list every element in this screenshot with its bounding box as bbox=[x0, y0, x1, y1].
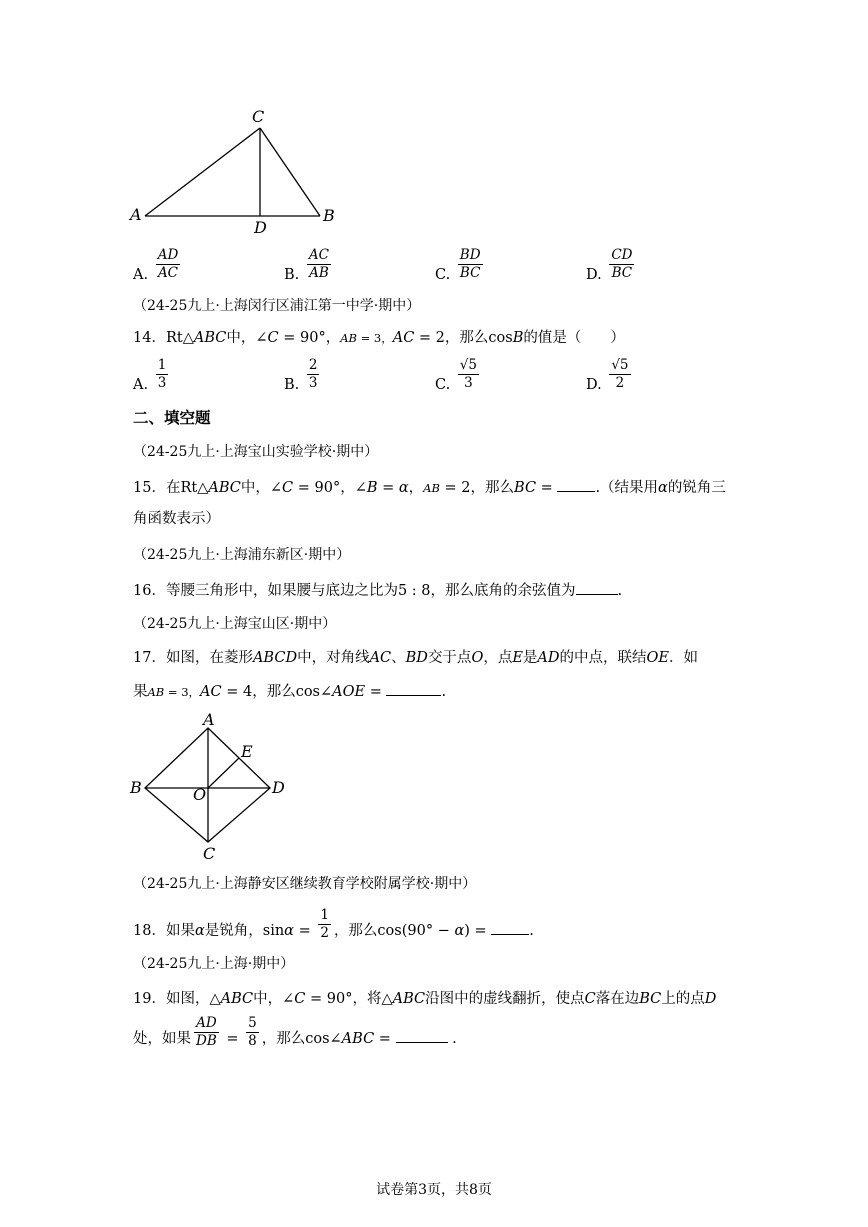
q14-option-c[interactable]: C. $\frac{√5}{3}$ bbox=[435, 357, 477, 393]
q18-answer-blank[interactable] bbox=[491, 920, 529, 935]
source-q15: （24-25九上·上海宝山实验学校·期中） bbox=[133, 444, 379, 460]
q14-option-b[interactable]: B. $\frac{2}{3}$ bbox=[284, 357, 318, 393]
q17-answer-blank[interactable] bbox=[386, 681, 441, 696]
question-18: 18．如果α是锐角，sinα = $\frac{1}{2}$ ，那么cos(90° − α) = . bbox=[133, 907, 534, 941]
label-d: D bbox=[254, 218, 267, 237]
question-14: 14．Rt△ABC中，∠C = 90°，AB = 3，AC = 2，那么cosB的值是（ ） bbox=[133, 330, 625, 346]
label-b: B bbox=[130, 778, 142, 797]
label-a: A bbox=[203, 710, 215, 729]
triangle-figure bbox=[125, 100, 355, 240]
segment-cb bbox=[260, 128, 320, 216]
question-17-line1: 17．如图，在菱形ABCD中，对角线AC、BD交于点O，点E是AD的中点，联结OE．如 bbox=[133, 650, 699, 666]
q13-option-c[interactable]: C. $\frac{BD}{BC}$ bbox=[435, 247, 481, 283]
question-19-line1: 19．如图，△ABC中，∠C = 90°，将△ABC沿图中的虚线翻折，使点C落在边BC上的点D bbox=[133, 991, 717, 1007]
label-e: E bbox=[241, 742, 253, 761]
q16-answer-blank[interactable] bbox=[576, 580, 618, 595]
q14-option-a[interactable]: A. $\frac{1}{3}$ bbox=[133, 357, 167, 393]
q19-answer-blank[interactable] bbox=[396, 1028, 448, 1043]
question-15-line2: 角函数表示） bbox=[133, 511, 220, 527]
label-d: D bbox=[272, 778, 285, 797]
q13-option-a[interactable]: A. $\frac{AD}{AC}$ bbox=[133, 247, 179, 283]
source-q17: （24-25九上·上海宝山区·期中） bbox=[133, 616, 337, 632]
q13-option-b[interactable]: B. $\frac{AC}{AB}$ bbox=[284, 247, 329, 283]
question-19-line2: 处，如果 $\frac{AD}{DB}$ = $\frac{5}{8}$ ，那么cos∠ABC = . bbox=[133, 1015, 457, 1049]
rhombus-figure bbox=[125, 710, 300, 865]
q13-option-d[interactable]: D. $\frac{CD}{BC}$ bbox=[586, 247, 633, 283]
q13-options bbox=[133, 248, 773, 288]
label-c: C bbox=[252, 107, 265, 126]
question-17-line2: 果AB = 3，AC = 4，那么cos∠AOE = . bbox=[133, 681, 446, 702]
label-b: B bbox=[323, 206, 335, 225]
page-footer: 试卷第3页，共8页 bbox=[376, 1182, 492, 1198]
question-15-line1: 15．在Rt△ABC中，∠C = 90°，∠B = α，AB = 2，那么BC = .（结果用α的锐角三 bbox=[133, 477, 726, 498]
segment-oe bbox=[208, 758, 239, 788]
source-q16: （24-25九上·上海浦东新区·期中） bbox=[133, 547, 351, 563]
question-16: 16．等腰三角形中，如果腰与底边之比为5 : 8，那么底角的余弦值为 . bbox=[133, 580, 622, 601]
segment-ac bbox=[145, 128, 260, 216]
section-heading-fill-in: 二、填空题 bbox=[133, 409, 211, 427]
source-q14: （24-25九上·上海闵行区浦江第一中学·期中） bbox=[133, 298, 421, 314]
q15-answer-blank[interactable] bbox=[557, 477, 595, 492]
label-o: O bbox=[193, 785, 207, 804]
source-q18: （24-25九上·上海静安区继续教育学校附属学校·期中） bbox=[133, 876, 477, 892]
label-c: C bbox=[203, 844, 216, 863]
q14-options bbox=[133, 358, 773, 400]
q14-option-d[interactable]: D. $\frac{√5}{2}$ bbox=[586, 357, 629, 393]
source-q19: （24-25九上·上海·期中） bbox=[133, 956, 295, 972]
label-a: A bbox=[130, 205, 142, 224]
